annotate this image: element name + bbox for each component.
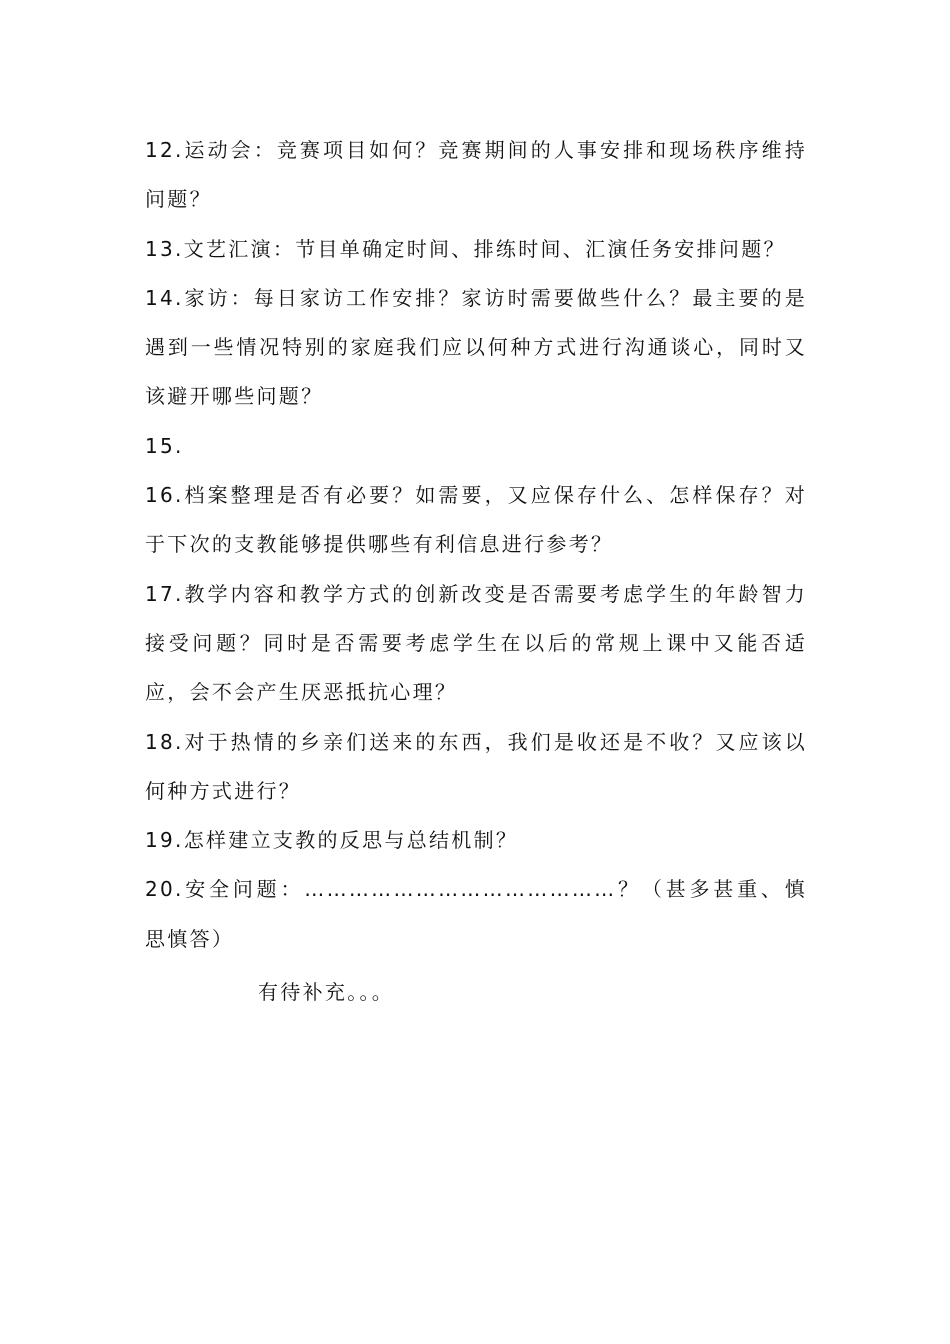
closing-note: 有待补充。。。 (258, 980, 395, 1005)
list-item-20: 20.安全问题：……………………………………？（甚多甚重、慎思慎答） (145, 877, 807, 951)
list-item-17: 17.教学内容和教学方式的创新改变是否需要考虑学生的年龄智力接受问题？同时是否需要考虑学生在以后的常规上课中又能否适应，会不会产生厌恶抵抗心理？ (145, 581, 807, 705)
list-item-12: 12.运动会：竞赛项目如何？竞赛期间的人事安排和现场秩序维持问题？ (145, 138, 807, 212)
list-item-16: 16.档案整理是否有必要？如需要，又应保存什么、怎样保存？对于下次的支教能够提供哪些有利信息进行参考？ (145, 483, 807, 557)
list-item-15: 15. (145, 433, 184, 458)
list-item-19: 19.怎样建立支教的反思与总结机制？ (145, 828, 519, 853)
document-body (145, 126, 807, 1017)
list-item-18: 18.对于热情的乡亲们送来的东西，我们是收还是不收？又应该以何种方式进行？ (145, 729, 807, 803)
list-item-14: 14.家访：每日家访工作安排？家访时需要做些什么？最主要的是遇到一些情况特别的家庭我们应以何种方式进行沟通谈心，同时又该避开哪些问题？ (145, 285, 807, 409)
list-item-13: 13.文艺汇演：节目单确定时间、排练时间、汇演任务安排问题？ (145, 236, 786, 261)
